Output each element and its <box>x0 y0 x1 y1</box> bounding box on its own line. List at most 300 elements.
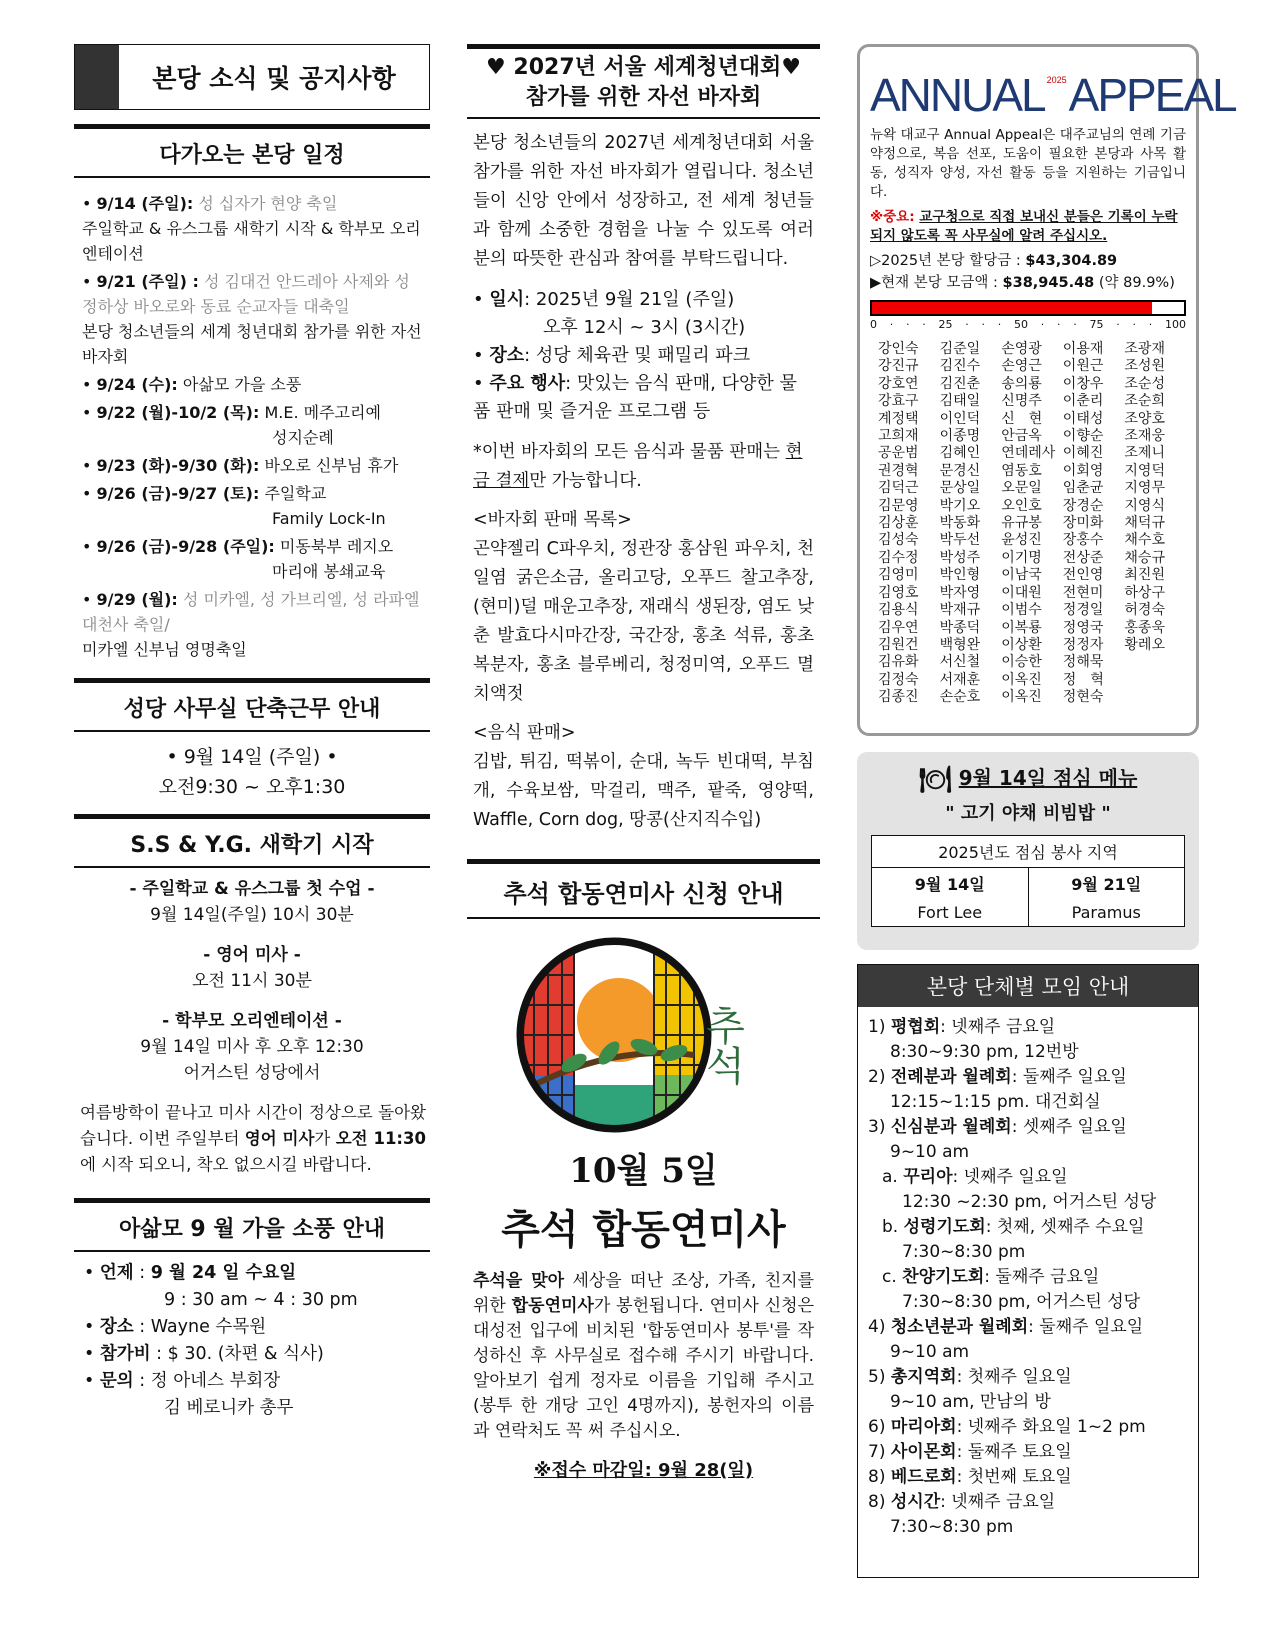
schedule-date: 9/21 (주일) : <box>96 272 199 291</box>
donor-name: 지영무 <box>1124 480 1165 497</box>
group-time: 7:30~8:30 pm <box>890 1517 1014 1537</box>
events-value: 맛있는 음식 판매, 다양한 물품 판매 및 즐거운 프로그램 등 <box>473 373 797 422</box>
group-number: a. <box>882 1167 904 1187</box>
contact-label: 문의 <box>99 1371 134 1391</box>
office-title: 성당 사무실 단축근무 안내 <box>74 678 430 732</box>
progress-tick: · <box>1040 318 1045 331</box>
group-time: 7:30~8:30 pm <box>902 1242 1026 1262</box>
schedule-feast: 성 십자가 현양 축일 <box>198 194 338 213</box>
schedule-list <box>74 178 430 662</box>
schedule-item: • 9/26 (금)-9/28 (주일): 미동북부 레지오 마리애 봉쇄교육 <box>82 534 426 584</box>
donor-name: 강인숙 <box>878 341 919 357</box>
donor-name: 이남국 <box>1001 567 1042 584</box>
progress-tick: · <box>906 318 910 331</box>
utensils-plate-icon: 🍽 <box>918 765 952 795</box>
picnic-fee: • 참가비 : $ 30. (차편 & 식사) <box>84 1344 324 1364</box>
middle-column <box>467 44 820 1482</box>
group-time: 7:30~8:30 pm, 어거스틴 성당 <box>902 1292 1141 1312</box>
donor-name: 정영국 <box>1062 619 1104 636</box>
schedule-date: 9/24 (수): <box>96 375 178 394</box>
donor-name: 홍종욱 <box>1124 619 1165 636</box>
donor-name: 김문영 <box>878 497 919 514</box>
when-value: 9 월 24 일 수요일 <box>150 1263 297 1283</box>
picnic-place: • 장소 : Wayne 수목원 <box>84 1317 267 1337</box>
donor-name: 권경혁 <box>878 462 919 479</box>
group-name: 마리아회 <box>890 1417 957 1437</box>
donor-name: 유규봉 <box>1001 515 1042 532</box>
donor-name: 강진규 <box>878 358 919 375</box>
donor-name: 정해묵 <box>1062 654 1104 671</box>
office-section <box>74 678 430 810</box>
group-schedule: : 둘째주 일요일 <box>1011 1067 1127 1087</box>
donor-name: 조제니 <box>1124 445 1165 462</box>
donor-name: 조순성 <box>1124 375 1165 392</box>
progress-tick: · <box>981 318 985 331</box>
goal-label: ▷2025년 본당 할당금 : <box>870 253 1026 269</box>
donor-name: 손순호 <box>939 689 981 706</box>
left-column <box>74 44 430 1422</box>
logo-appeal: APPEAL <box>1068 69 1236 121</box>
office-date: • 9월 14일 (주일) • <box>166 746 338 768</box>
office-hours <box>74 732 430 810</box>
group-name: 사이몬회 <box>890 1442 957 1462</box>
group-schedule: : 둘째주 토요일 <box>956 1442 1072 1462</box>
donor-name: 이향순 <box>1062 428 1104 445</box>
donor-name: 이춘리 <box>1062 393 1104 410</box>
donor-name <box>1124 672 1186 689</box>
progress-tick: · <box>889 318 894 331</box>
progress-tick: · <box>997 318 1002 331</box>
donor-name: 박인형 <box>939 567 981 584</box>
group-schedule: : 첫째, 셋째주 수요일 <box>985 1217 1145 1237</box>
progress-tick: 50 <box>1014 318 1028 331</box>
group-number: 3) <box>868 1117 891 1137</box>
donor-name: 이상환 <box>1001 636 1042 653</box>
schedule-feast: 성 김대건 안드레아 사제와 성 정하상 바오로와 동료 순교자들 대축일 <box>82 272 410 316</box>
donor-name: 강효구 <box>878 393 919 410</box>
group-time: 9~10 am <box>890 1342 970 1362</box>
group-item <box>868 1015 1188 1065</box>
group-schedule: : 첫째주 일요일 <box>956 1367 1072 1387</box>
donor-name: 서재훈 <box>939 671 981 688</box>
donor-name <box>1124 654 1186 671</box>
note-text: 에 시작 되오니, 착오 없으시길 바랍니다. <box>80 1155 372 1174</box>
donor-name: 임춘균 <box>1062 480 1104 497</box>
donor-name: 오인호 <box>1001 497 1042 514</box>
group-item <box>868 1365 1188 1415</box>
current-value: $38,945.48 <box>1002 275 1095 291</box>
group-number: 6) <box>868 1417 891 1437</box>
bazaar-title-line2: 참가를 위한 자선 바자회 <box>525 85 762 110</box>
desc-bold: 추석을 맞아 <box>473 1271 565 1291</box>
progress-tick: · <box>1148 318 1153 331</box>
service-table <box>871 835 1185 927</box>
title-accent-block <box>75 45 119 109</box>
group-number: 8) <box>868 1492 891 1512</box>
schedule-feast: 성 미카엘, 성 가브리엘, 성 라파엘 대천사 축일/ <box>82 590 420 634</box>
donor-name: 이종명 <box>939 428 981 445</box>
goal-value: $43,304.89 <box>1025 253 1118 269</box>
donor-name: 이태성 <box>1062 410 1104 427</box>
picnic-section <box>74 1198 430 1422</box>
appeal-amounts <box>870 250 1186 294</box>
desc-text: 세상을 떠난 조상, 가족, 친지를 위한 <box>473 1271 815 1316</box>
donor-name: 김우연 <box>878 619 919 636</box>
current-percent: (약 89.9%) <box>1098 275 1175 291</box>
donor-name: 이창우 <box>1062 375 1104 392</box>
moon-window-icon <box>514 935 774 1135</box>
chuseok-logo <box>467 935 820 1135</box>
progress-tick: · <box>1132 318 1136 331</box>
schedule-date: 9/22 (월)-10/2 (목): <box>96 403 260 422</box>
donor-name <box>1124 689 1186 706</box>
main-title: 본당 소식 및 공지사항 <box>152 64 396 93</box>
donor-name: 정현숙 <box>1062 689 1104 706</box>
chuseok-date: 10월 5일 <box>569 1151 718 1191</box>
group-number: 4) <box>868 1317 891 1337</box>
progress-tick: · <box>965 318 969 331</box>
food-heading: <음식 판매> <box>473 723 576 743</box>
donor-name: 이원근 <box>1062 358 1104 375</box>
donor-name: 이복룡 <box>1001 619 1042 636</box>
donor-name: 손영광 <box>1001 341 1042 357</box>
appeal-goal <box>870 250 1186 272</box>
bazaar-time: 오후 12시 ~ 3시 (3시간) <box>543 317 746 338</box>
group-time: 8:30~9:30 pm, 12번방 <box>890 1042 1079 1062</box>
group-name: 총지역회 <box>890 1367 957 1387</box>
group-item <box>868 1165 1188 1215</box>
progress-fill <box>872 302 1152 314</box>
donor-name: 조순희 <box>1124 393 1165 410</box>
first-class-time: 9월 14일(주일) 10시 30분 <box>150 905 354 925</box>
schedule-item: • 9/24 (수): 아삶모 가을 소풍 <box>82 375 302 394</box>
main-title-box <box>74 44 430 110</box>
donor-name: 공운범 <box>878 445 919 462</box>
donor-name: 김원건 <box>878 636 919 653</box>
donor-name: 박재규 <box>939 602 981 619</box>
donor-name: 고희재 <box>878 428 919 445</box>
schedule-text: 아삶모 가을 소풍 <box>182 375 302 394</box>
semester-info <box>74 868 430 1086</box>
place-value: 성당 체육관 및 패밀리 파크 <box>535 345 751 366</box>
schedule-item: • 9/21 (주일) : 성 김대건 안드레아 사제와 성 정하상 바오로와 동료 순교자들 대축일 본당 청소년들의 세계 청년대회 참가를 위한 자선 바자회 <box>82 269 426 369</box>
donor-name: 조재웅 <box>1124 428 1165 445</box>
donor-name: 문경신 <box>939 462 981 479</box>
menu-title-text: 9월 14일 점심 메뉴 <box>958 766 1138 790</box>
chuseok-deadline <box>467 1456 820 1482</box>
group-name: 꾸리아 <box>903 1167 953 1187</box>
food-items: 김밥, 튀김, 떡볶이, 순대, 녹두 빈대떡, 부침개, 수육보쌈, 막걸리, 맥주, 팥죽, 영양떡, Waffle, Corn dog, 땅콩(산지직수입) <box>473 752 814 830</box>
donor-name: 김성숙 <box>878 532 919 549</box>
group-name: 신심분과 월례회 <box>890 1117 1012 1137</box>
chuseok-logo-text: 추석 <box>698 1005 745 1085</box>
group-time: 9~10 am <box>890 1142 970 1162</box>
fee-label: 참가비 <box>99 1344 151 1364</box>
groups-title: 본당 단체별 모임 안내 <box>858 965 1198 1007</box>
bazaar-events: • 주요 행사: 맛있는 음식 판매, 다양한 물품 판매 및 즐거운 프로그램 등 <box>473 373 797 422</box>
chuseok-title <box>467 859 820 919</box>
group-number: b. <box>882 1217 904 1237</box>
donor-name: 장경순 <box>1062 497 1104 514</box>
group-name: 평협회 <box>890 1017 941 1037</box>
donor-name: 연데레사 <box>1001 445 1056 462</box>
schedule-text: 주일학교 & 유스그룹 새학기 시작 & 학부모 오리엔테이션 <box>82 219 421 263</box>
donor-names <box>870 341 1186 707</box>
schedule-item: • 9/22 (월)-10/2 (목): M.E. 메주고리예 성지순례 <box>82 400 426 450</box>
annual-appeal-logo <box>870 55 1236 121</box>
group-item <box>868 1440 1188 1465</box>
lunch-menu-title <box>871 762 1185 795</box>
events-label: 주요 행사 <box>489 373 566 394</box>
schedule-item: • 9/29 (월): 성 미카엘, 성 가브리엘, 성 라파엘 대천사 축일/ 미카엘 신부님 영명축일 <box>82 587 426 662</box>
important-label: ※중요: <box>870 209 915 225</box>
donor-name: 백형완 <box>939 636 981 653</box>
group-name: 찬양기도회 <box>902 1267 985 1287</box>
service-date-2: 9월 21일 <box>1028 868 1185 900</box>
place-value: Wayne 수목원 <box>150 1317 267 1337</box>
donor-name: 김종진 <box>878 689 919 706</box>
progress-ticks <box>870 318 1186 331</box>
groups-list <box>858 1007 1198 1548</box>
orientation-heading: - 학부모 오리엔테이션 - <box>162 1011 342 1031</box>
donor-name: 박두선 <box>939 532 981 549</box>
donor-name: 박종덕 <box>939 619 981 636</box>
group-schedule: : 둘째주 금요일 <box>984 1267 1100 1287</box>
group-schedule: : 넷째주 화요일 1~2 pm <box>956 1417 1146 1437</box>
group-item <box>868 1315 1188 1365</box>
important-text: 교구청으로 직접 보내신 분들은 기록이 누락되지 않도록 꼭 사무실에 알려 주십시오. <box>870 209 1178 244</box>
donor-name: 박기오 <box>939 497 981 514</box>
donor-name: 채승규 <box>1124 549 1165 566</box>
note-bold-time: 오전 11:30 <box>335 1129 426 1148</box>
group-item <box>868 1115 1188 1165</box>
donor-name: 전인영 <box>1062 567 1104 584</box>
service-table-title: 2025년도 점심 봉사 지역 <box>872 836 1185 868</box>
group-number: 5) <box>868 1367 891 1387</box>
group-item <box>868 1265 1188 1315</box>
schedule-date: 9/14 (주일): <box>96 194 194 213</box>
group-schedule: : 넷째주 금요일 <box>940 1492 1056 1512</box>
chuseok-title-main: 추석 합동연미사 <box>503 879 675 908</box>
progress-tick: · <box>1057 318 1061 331</box>
schedule-section <box>74 124 430 662</box>
donor-name: 이용재 <box>1062 341 1104 357</box>
donor-name: 염동호 <box>1001 462 1042 479</box>
donor-name: 김진춘 <box>939 375 981 392</box>
appeal-progress-bar <box>870 300 1186 316</box>
note-bold-mass: 영어 미사 <box>244 1129 315 1148</box>
annual-appeal-box <box>857 44 1236 736</box>
schedule-text: 바오로 신부님 휴가 <box>264 456 399 475</box>
chuseok-mass-title: 추석 합동연미사 <box>501 1206 786 1253</box>
group-name: 성시간 <box>890 1492 941 1512</box>
donor-name: 정정자 <box>1062 636 1104 653</box>
date-value: 2025년 9월 21일 (주일) <box>535 289 735 310</box>
picnic-details <box>74 1252 430 1422</box>
place-label: 장소 <box>489 345 525 366</box>
office-time: 오전9:30 ~ 오후1:30 <box>158 776 346 798</box>
donor-name: 허경숙 <box>1124 602 1165 619</box>
group-name: 전례분과 월례회 <box>890 1067 1012 1087</box>
donor-name: 이인덕 <box>939 410 981 427</box>
group-time: 9~10 am, 만남의 방 <box>890 1392 1051 1412</box>
donor-name: 이옥진 <box>1001 671 1042 688</box>
contact-value: 정 아네스 부회장 <box>150 1371 281 1391</box>
groups-box <box>857 964 1199 1578</box>
logo-annual: ANNUAL <box>870 69 1045 121</box>
group-number: 1) <box>868 1017 891 1037</box>
donor-name: 신 현 <box>1001 410 1043 427</box>
desc-text: 가 봉헌됩니다. 연미사 신청은 대성전 입구에 비치된 '합동연미사 봉투'를 작성하신 후 사무실로 접수해 주시기 바랍니다. 알아보기 쉽게 정자로 이름을 기입해 주시고(봉투 한 개당 고인 4명까지), 봉헌자의 이름과 연락처도 꼭 써 주십시오. <box>473 1296 814 1441</box>
note-text: 여름방학이 끝나고 미사 시간이 정상으로 돌아왔습니다. 이번 주일부터 <box>80 1103 426 1148</box>
donor-name: 신명주 <box>1001 393 1042 410</box>
note-text: *이번 바자회의 모든 음식과 물품 판매는 <box>473 442 786 462</box>
donor-name: 김진수 <box>939 358 981 375</box>
group-item <box>868 1465 1188 1490</box>
schedule-text: 주일학교 <box>264 484 327 503</box>
donor-name: 김영호 <box>878 584 919 601</box>
bazaar-intro: 본당 청소년들의 2027년 세계청년대회 서울 참가를 위한 자선 바자회가 열립니다. 청소년들이 신앙 안에서 성장하고, 전 세계 청년들과 함께 소중한 경험을 나눌 수 있도록 여러분의 따뜻한 관심과 참여를 부탁드립니다. <box>473 133 814 269</box>
schedule-item: • 9/26 (금)-9/27 (토): 주일학교 Family Lock-In <box>82 481 426 531</box>
chuseok-title-sub: 신청 안내 <box>674 880 784 908</box>
donor-name: 안금옥 <box>1001 428 1042 445</box>
donor-name: 조양호 <box>1124 410 1165 427</box>
donor-name: 계정택 <box>878 410 919 427</box>
bazaar-cash-note <box>467 426 820 496</box>
appeal-current <box>870 272 1186 294</box>
donor-name: 정 혁 <box>1062 671 1104 688</box>
logo-year: 2025 <box>1046 75 1067 85</box>
donor-name: 문상일 <box>939 480 981 497</box>
donor-name: 채덕규 <box>1124 515 1165 532</box>
progress-tick: · <box>1073 318 1077 331</box>
donor-name: 김수정 <box>878 549 919 566</box>
schedule-text: 미동북부 레지오 <box>279 537 394 556</box>
progress-tick: 0 <box>870 318 877 331</box>
bazaar-title <box>467 44 820 119</box>
donor-name: 조광재 <box>1124 341 1165 357</box>
orientation-place: 어거스틴 성당에서 <box>183 1063 321 1083</box>
schedule-text: 본당 청소년들의 세계 청년대회 참가를 위한 자선 바자회 <box>82 322 422 366</box>
goods-heading: <바자회 판매 목록> <box>473 510 632 530</box>
donor-name: 이범수 <box>1001 602 1042 619</box>
place-label: 장소 <box>99 1317 134 1337</box>
group-name: 성령기도회 <box>903 1217 986 1237</box>
group-number: 8) <box>868 1467 891 1487</box>
donor-name: 송의룡 <box>1001 375 1042 392</box>
group-schedule: : 첫번째 토요일 <box>956 1467 1072 1487</box>
donor-name: 김정숙 <box>878 671 919 688</box>
bazaar-details <box>467 274 820 426</box>
donor-name: 박동화 <box>939 515 981 532</box>
service-region-2: Paramus <box>1028 899 1185 927</box>
donor-name: 지영식 <box>1124 497 1165 514</box>
group-number: c. <box>882 1267 903 1287</box>
donor-name: 서신철 <box>939 654 981 671</box>
donor-name: 전상준 <box>1062 549 1104 566</box>
donor-name: 이승한 <box>1001 654 1042 671</box>
schedule-text-cont: Family Lock-In <box>272 509 386 528</box>
donor-name: 장홍수 <box>1062 532 1104 549</box>
bazaar-place: • 장소: 성당 체육관 및 패밀리 파크 <box>473 345 751 366</box>
english-mass-time: 오전 11시 30분 <box>192 971 312 991</box>
group-item <box>868 1215 1188 1265</box>
group-schedule: : 넷째주 금요일 <box>940 1017 1056 1037</box>
donor-name: 김용식 <box>878 602 919 619</box>
current-label: ▶현재 본당 모금액 : <box>870 275 1003 291</box>
orientation-time: 9월 14일 미사 후 오후 12:30 <box>140 1037 364 1057</box>
appeal-description: 뉴왁 대교구 Annual Appeal은 대주교님의 연례 기금 약정으로, 복음 선포, 도움이 필요한 본당과 사목 활동, 성직자 양성, 자선 활동 등을 지원하는 기금입니다. <box>870 127 1186 200</box>
group-schedule: : 셋째주 일요일 <box>1011 1117 1127 1137</box>
group-schedule: : 넷째주 일요일 <box>952 1167 1068 1187</box>
right-column <box>857 44 1236 1578</box>
progress-tick: · <box>1116 318 1120 331</box>
donor-name: 김준일 <box>939 341 981 357</box>
picnic-title: 아삶모 9 월 가을 소풍 안내 <box>74 1198 430 1252</box>
appeal-important <box>870 208 1186 246</box>
first-class-heading: - 주일학교 & 유스그룹 첫 수업 - <box>129 879 375 899</box>
semester-section <box>74 814 430 1178</box>
donor-name: 이기명 <box>1001 549 1042 566</box>
group-number: 2) <box>868 1067 891 1087</box>
semester-title: S.S & Y.G. 새학기 시작 <box>74 814 430 868</box>
desc-bold: 합동연미사 <box>511 1296 594 1316</box>
group-name: 베드로회 <box>890 1467 957 1487</box>
schedule-date: 9/29 (월): <box>96 590 178 609</box>
donor-name: 최진원 <box>1124 567 1165 584</box>
english-mass-heading: - 영어 미사 - <box>203 945 301 965</box>
donor-name: 이혜진 <box>1062 445 1104 462</box>
donor-name: 채수호 <box>1124 532 1165 549</box>
donor-name: 박성주 <box>939 549 981 566</box>
schedule-date: 9/26 (금)-9/28 (주일): <box>96 537 275 556</box>
goods-items: 곤약젤리 C파우치, 정관장 홍삼원 파우치, 천일염 굵은소금, 올리고당, 오푸드 찰고추장, (현미)덜 매운고추장, 재래식 생된장, 염도 낮춘 발효다시마간장, 국간장, 홍초 석류, 홍초 복분자, 홍초 블루베리, 청정미역, 오푸드 멸치액젓 <box>473 539 814 704</box>
group-item <box>868 1415 1188 1440</box>
donor-name: 하상구 <box>1124 584 1165 601</box>
group-schedule: : 둘째주 일요일 <box>1028 1317 1144 1337</box>
schedule-text-cont: 마리애 봉쇄교육 <box>272 562 386 581</box>
schedule-date: 9/26 (금)-9/27 (토): <box>96 484 260 503</box>
schedule-item: • 9/23 (화)-9/30 (화): 바오로 신부님 휴가 <box>82 456 399 475</box>
note-text: 만 가능합니다. <box>529 471 642 491</box>
donor-name: 지영덕 <box>1124 462 1165 479</box>
picnic-when: • 언제 : 9 월 24 일 수요일 <box>84 1263 297 1283</box>
donor-name: 윤성진 <box>1001 532 1042 549</box>
lunch-menu-box <box>857 752 1199 950</box>
goods-list <box>467 496 820 709</box>
picnic-contact-2: 김 베로니카 총무 <box>164 1398 294 1418</box>
donor-name: 이대원 <box>1001 584 1042 601</box>
bazaar-date: • 일시: 2025년 9월 21일 (주일) <box>473 289 735 310</box>
donor-name: 장미화 <box>1062 515 1104 532</box>
donor-name: 김혜인 <box>939 445 981 462</box>
picnic-time: 9 : 30 am ~ 4 : 30 pm <box>164 1290 358 1310</box>
service-date-1: 9월 14일 <box>872 868 1029 900</box>
donor-name: 조성원 <box>1124 358 1165 375</box>
group-item <box>868 1490 1188 1540</box>
schedule-item: • 9/14 (주일): 성 십자가 현양 축일 주일학교 & 유스그룹 새학기 시작 & 학부모 오리엔테이션 <box>82 191 426 266</box>
group-name: 청소년분과 월례회 <box>890 1317 1029 1337</box>
fee-value: $ 30. (차편 & 식사) <box>167 1344 324 1364</box>
date-label: 일시 <box>489 289 525 310</box>
donor-name: 이회영 <box>1062 462 1104 479</box>
deadline-text: ※접수 마감일: 9월 28(일) <box>533 1460 754 1481</box>
donor-name: 강호연 <box>878 375 919 392</box>
menu-dish: " 고기 야채 비빔밥 " <box>945 803 1111 824</box>
schedule-text: M.E. 메주고리예 <box>264 403 381 422</box>
donor-name: 김상훈 <box>878 515 919 532</box>
picnic-contact: • 문의 : 정 아네스 부회장 <box>84 1371 281 1391</box>
